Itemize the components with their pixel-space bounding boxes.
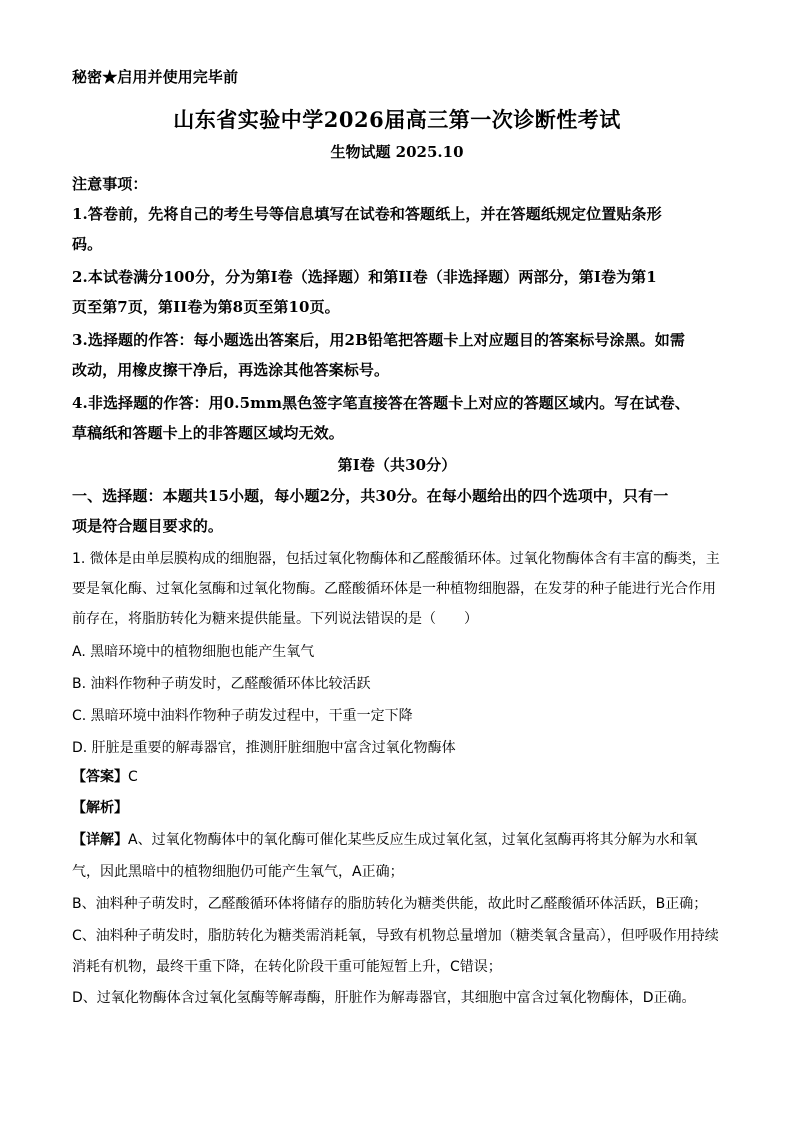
option-a: A. 黑暗环境中的植物细胞也能产生氧气 — [72, 644, 315, 660]
exam-title: 山东省实验中学2026届高三第一次诊断性考试 — [173, 107, 621, 132]
option-d: D. 肝脏是重要的解毒器官，推测肝脏细胞中富含过氧化物酶体 — [72, 740, 456, 756]
notice-line: 2.本试卷满分100分，分为第I卷（选择题）和第II卷（非选择题）两部分，第I卷为第1 — [72, 268, 657, 286]
question-stem: 1. 微体是由单层膜构成的细胞器，包括过氧化物酶体和乙醛酸循环体。过氧化物酶体含有丰富的酶类，主 — [72, 551, 720, 567]
answer-tag: 【答案】 — [72, 769, 128, 785]
detail-tag: 【详解】 — [72, 832, 128, 848]
exam-subtitle: 生物试题 2025.10 — [330, 143, 464, 161]
detail-line: 气，因此黑暗中的植物细胞仍可能产生氧气，A正确； — [72, 864, 404, 880]
answer-line — [72, 766, 138, 786]
detail-line — [72, 829, 698, 849]
notice-line: 码。 — [72, 235, 103, 253]
option-c: C. 黑暗环境中油料作物种子萌发过程中，干重一定下降 — [72, 708, 413, 724]
detail-line: D、过氧化物酶体含过氧化氢酶等解毒酶，肝脏作为解毒器官，其细胞中富含过氧化物酶体，D正确。 — [72, 990, 696, 1006]
answer-value: C — [128, 769, 138, 785]
question-stem: 要是氧化酶、过氧化氢酶和过氧化物酶。乙醛酸循环体是一种植物细胞器，在发芽的种子能进行光合作用 — [72, 581, 716, 597]
section-instruction: 一、选择题：本题共15小题，每小题2分，共30分。在每小题给出的四个选项中，只有一 — [72, 487, 669, 505]
detail-line: 消耗有机物，最终干重下降，在转化阶段干重可能短暂上升，C错误； — [72, 959, 502, 975]
notice-line: 页至第7页，第II卷为第8页至第10页。 — [72, 298, 340, 316]
option-b: B. 油料作物种子萌发时，乙醛酸循环体比较活跃 — [72, 676, 371, 692]
notice-line: 改动，用橡皮擦干净后，再选涂其他答案标号。 — [72, 361, 390, 379]
question-stem: 前存在，将脂肪转化为糖来提供能量。下列说法错误的是（ ） — [72, 611, 478, 627]
detail-line: B、油料种子萌发时，乙醛酸循环体将储存的脂肪转化为糖类供能，故此时乙醛酸循环体活跃，B正确； — [72, 896, 708, 912]
notice-line: 3.选择题的作答：每小题选出答案后，用2B铅笔把答题卡上对应题目的答案标号涂黑。如需 — [72, 331, 685, 349]
section-instruction: 项是符合题目要求的。 — [72, 517, 224, 535]
notice-heading: 注意事项： — [72, 175, 148, 193]
detail-text: A、过氧化物酶体中的氧化酶可催化某些反应生成过氧化氢，过氧化氢酶再将其分解为水和氧 — [128, 832, 698, 848]
notice-line: 4.非选择题的作答：用0.5mm黑色签字笔直接答在答题卡上对应的答题区域内。写在试卷、 — [72, 394, 690, 412]
notice-line: 草稿纸和答题卡上的非答题区域均无效。 — [72, 424, 344, 442]
part1-heading: 第I卷（共30分） — [337, 456, 457, 474]
analysis-tag: 【解析】 — [72, 800, 128, 816]
notice-line: 1.答卷前，先将自己的考生号等信息填写在试卷和答题纸上，并在答题纸规定位置贴条形 — [72, 205, 662, 223]
secret-label: 秘密★启用并使用完毕前 — [72, 68, 239, 86]
detail-line: C、油料种子萌发时，脂肪转化为糖类需消耗氧，导致有机物总量增加（糖类氧含量高），但呼吸作用持续 — [72, 928, 719, 944]
